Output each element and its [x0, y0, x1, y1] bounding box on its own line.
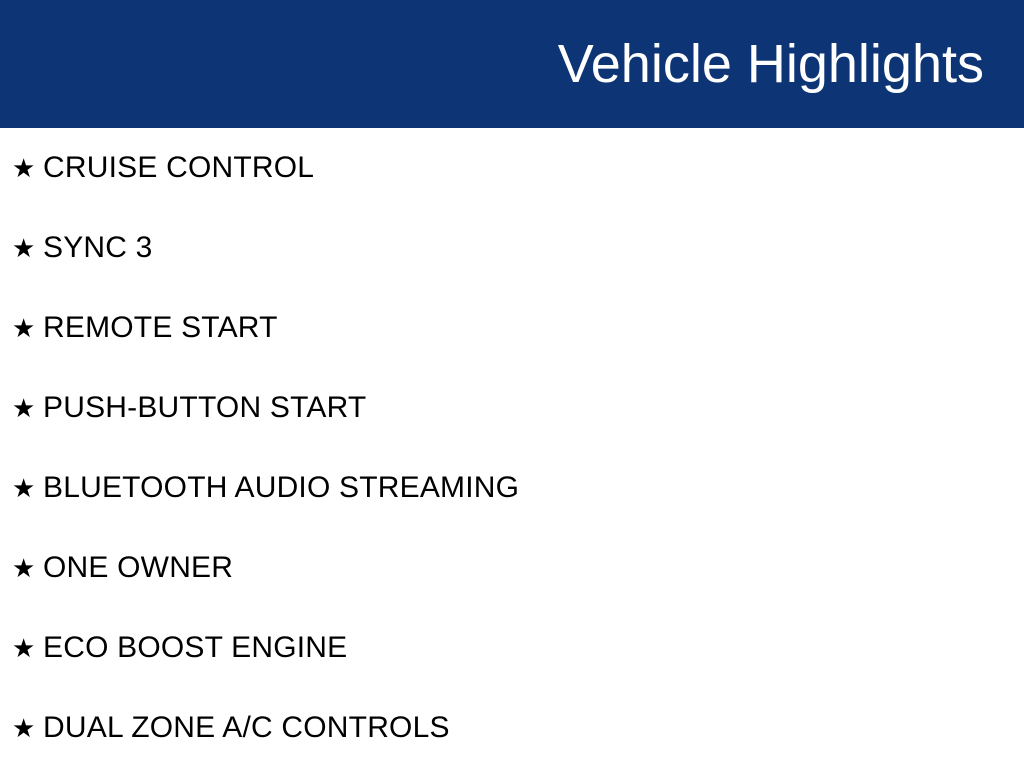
star-bullet-icon: ★	[12, 313, 36, 343]
star-bullet-icon: ★	[12, 393, 36, 423]
highlight-label: BLUETOOTH AUDIO STREAMING	[43, 470, 520, 504]
slide-title: Vehicle Highlights	[557, 34, 984, 94]
highlight-item	[0, 288, 1024, 368]
highlight-item	[0, 448, 1024, 528]
star-bullet-icon: ★	[12, 473, 36, 503]
highlight-label: REMOTE START	[43, 310, 278, 344]
highlight-label: ONE OWNER	[43, 550, 234, 584]
highlight-item	[0, 368, 1024, 448]
highlight-label: PUSH-BUTTON START	[43, 390, 367, 424]
highlight-item	[0, 608, 1024, 688]
star-bullet-icon: ★	[12, 713, 36, 743]
highlight-label: CRUISE CONTROL	[43, 150, 315, 184]
star-bullet-icon: ★	[12, 553, 36, 583]
highlight-label: SYNC 3	[43, 230, 153, 264]
highlight-label: ECO BOOST ENGINE	[43, 630, 348, 664]
highlight-item	[0, 528, 1024, 608]
highlight-label: DUAL ZONE A/C CONTROLS	[43, 710, 450, 744]
highlights-list	[0, 128, 1024, 768]
star-bullet-icon: ★	[12, 233, 36, 263]
highlight-item	[0, 208, 1024, 288]
highlight-item	[0, 688, 1024, 768]
star-bullet-icon: ★	[12, 633, 36, 663]
slide-header	[0, 0, 1024, 128]
star-bullet-icon: ★	[12, 153, 36, 183]
highlight-item	[0, 128, 1024, 208]
